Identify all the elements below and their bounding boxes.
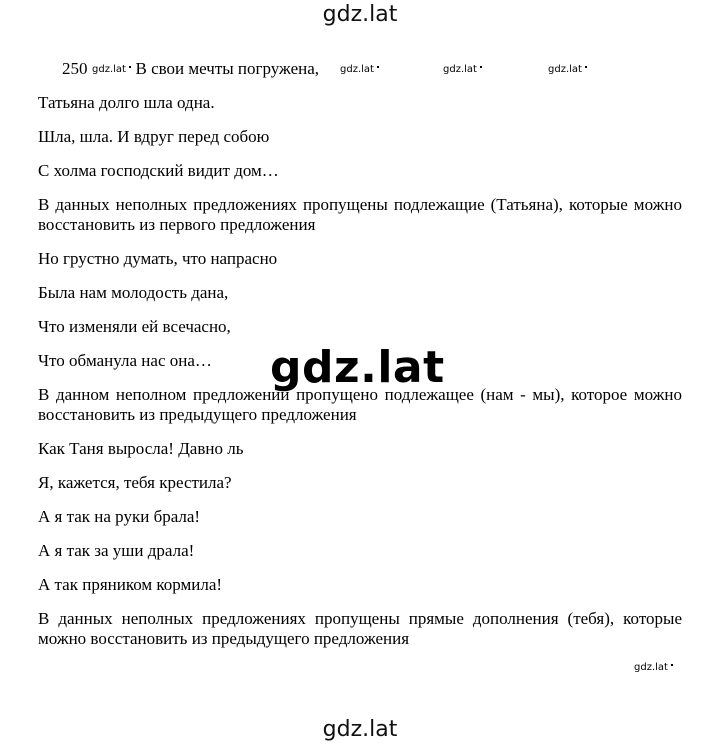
dot-icon (480, 66, 482, 68)
poem-line: 250 В свои мечты погружена, (62, 59, 320, 78)
poem-line: А я так за уши драла! (38, 541, 195, 560)
watermark-top: gdz.lat (322, 2, 398, 27)
dot-icon (585, 66, 587, 68)
dot-icon (129, 66, 131, 68)
explanation-paragraph: В данных неполных предложениях пропущены прямые дополнения (тебя), которые можно восстановить из предыдущего предложения (38, 609, 682, 648)
watermark-small: gdz.lat (548, 64, 587, 75)
poem-line: С холма господский видит дом… (38, 161, 279, 180)
poem-line: Но грустно думать, что напрасно (38, 249, 278, 268)
watermark-small: gdz.lat (634, 662, 673, 673)
poem-line: Шла, шла. И вдруг перед собою (38, 127, 270, 146)
explanation-paragraph: В данном неполном предложении пропущено подлежащее (нам - мы), которое можно восстановить из предыдущего предложения (38, 385, 682, 424)
poem-line: Что обманула нас она… (38, 351, 212, 370)
watermark-bottom: gdz.lat (322, 717, 398, 742)
dot-icon (377, 66, 379, 68)
explanation-paragraph: В данных неполных предложениях пропущены подлежащие (Татьяна), которые можно восстановить из первого предложения (38, 195, 682, 234)
poem-line: Я, кажется, тебя крестила? (38, 473, 232, 492)
watermark-small: gdz.lat (443, 64, 482, 75)
poem-line: А я так на руки брала! (38, 507, 201, 526)
poem-line: Как Таня выросла! Давно ль (38, 439, 244, 458)
poem-line: Татьяна долго шла одна. (38, 93, 215, 112)
exercise-number: 250 (62, 59, 88, 78)
poem-line: Была нам молодость дана, (38, 283, 229, 302)
watermark-small: gdz.lat (92, 64, 131, 75)
dot-icon (671, 664, 673, 666)
watermark-center: gdz.lat (270, 342, 445, 393)
poem-line: Что изменяли ей всечасно, (38, 317, 231, 336)
poem-line: А так пряником кормила! (38, 575, 223, 594)
watermark-small: gdz.lat (340, 64, 379, 75)
